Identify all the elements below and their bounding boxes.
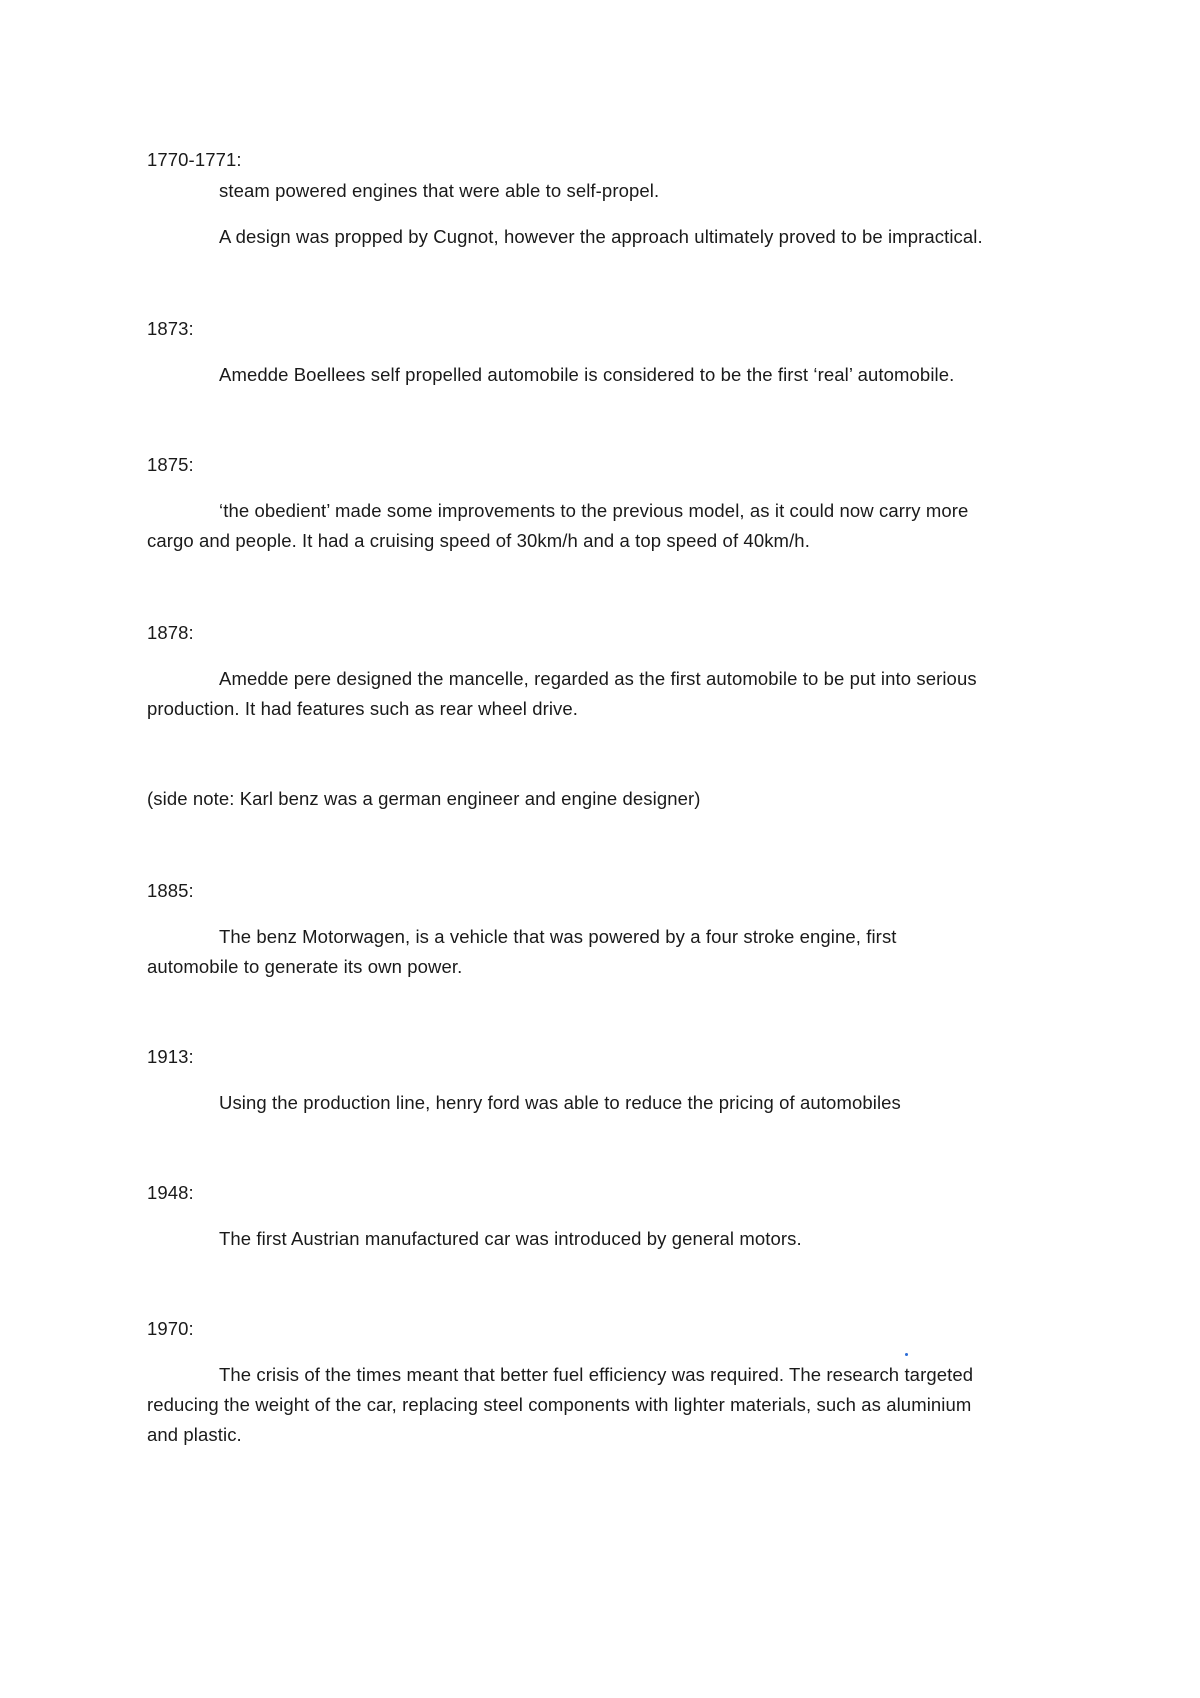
year-heading: 1913:: [147, 1046, 194, 1067]
entry-text: cargo and people. It had a cruising speed of 30km/h and a top speed of 40km/h.: [147, 530, 810, 551]
entry-text: steam powered engines that were able to self-propel.: [219, 180, 660, 201]
year-heading: 1878:: [147, 622, 194, 643]
year-heading: 1970:: [147, 1318, 194, 1339]
entry-text: ‘the obedient’ made some improvements to the previous model, as it could now carry more: [219, 500, 969, 521]
side-note: (side note: Karl benz was a german engineer and engine designer): [147, 788, 701, 809]
entry-text: automobile to generate its own power.: [147, 956, 463, 977]
entry-text: reducing the weight of the car, replacing steel components with lighter materials, such as aluminium: [147, 1394, 972, 1415]
year-heading: 1873:: [147, 318, 194, 339]
entry-text: Amedde pere designed the mancelle, regarded as the first automobile to be put into serious: [219, 668, 977, 689]
year-heading: 1948:: [147, 1182, 194, 1203]
year-heading: 1885:: [147, 880, 194, 901]
entry-text: Using the production line, henry ford was able to reduce the pricing of automobiles: [219, 1092, 901, 1113]
entry-text: and plastic.: [147, 1424, 242, 1445]
entry-text: The benz Motorwagen, is a vehicle that was powered by a four stroke engine, first: [219, 926, 897, 947]
entry-text: production. It had features such as rear wheel drive.: [147, 698, 579, 719]
cursor-mark: [905, 1353, 908, 1356]
year-heading: 1770-1771:: [147, 149, 242, 170]
entry-text: The first Austrian manufactured car was introduced by general motors.: [219, 1228, 802, 1249]
entry-text: The crisis of the times meant that better fuel efficiency was required. The research targeted: [219, 1364, 974, 1385]
entry-text: A design was propped by Cugnot, however the approach ultimately proved to be impractical.: [219, 226, 983, 247]
year-heading: 1875:: [147, 454, 194, 475]
entry-text: Amedde Boellees self propelled automobile is considered to be the first ‘real’ automobile.: [219, 364, 955, 385]
